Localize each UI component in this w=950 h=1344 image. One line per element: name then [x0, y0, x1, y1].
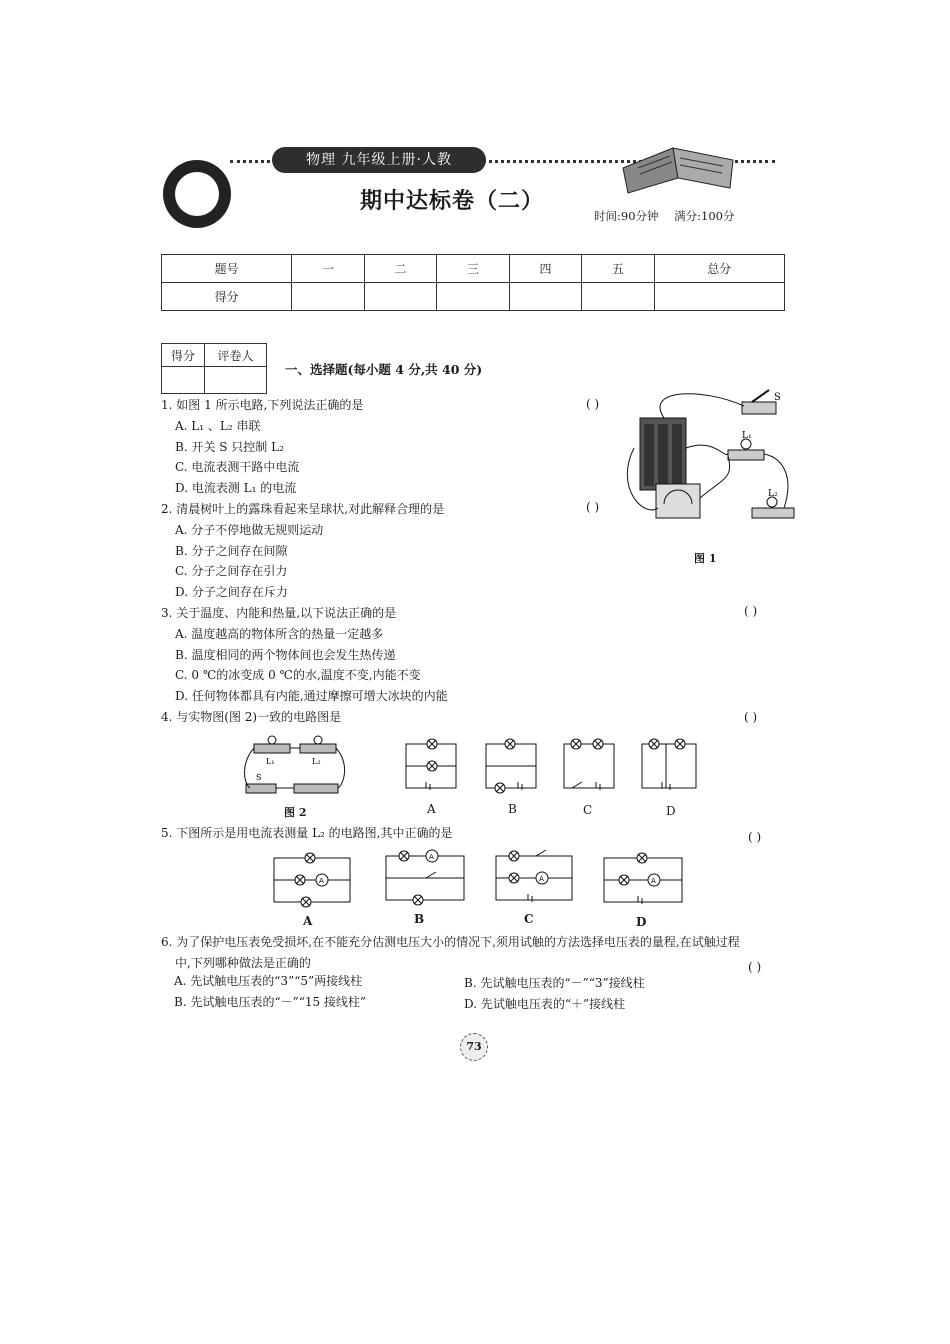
grader-score-label: 得分 — [162, 344, 205, 367]
q5-circuit-a — [270, 850, 354, 908]
question-1 — [161, 395, 363, 499]
subject-banner: 物理 九年级上册·人教 — [272, 147, 486, 173]
score-header-cell: 题号 — [162, 255, 292, 283]
q4-label-d: D — [666, 804, 676, 818]
option-a: A. 温度越高的物体所含的热量一定越多 — [175, 626, 384, 641]
option-d: D. 电流表测 L₁ 的电流 — [175, 481, 297, 496]
question-stem: 4. 与实物图(图 2)一致的电路图是 — [161, 710, 342, 724]
fig2-label-l2: L₂ — [312, 757, 321, 766]
svg-text:A: A — [319, 877, 324, 885]
score-header-cell: 四 — [509, 255, 581, 283]
option-d: D. 分子之间存在斥力 — [175, 585, 288, 600]
q4-circuit-a — [402, 738, 460, 794]
fig1-label-l2: L₂ — [768, 489, 778, 499]
exam-title: 期中达标卷（二） — [360, 188, 545, 214]
option-a: A. L₁ 、L₂ 串联 — [175, 418, 261, 433]
q4-label-a: A — [427, 802, 436, 816]
answer-bracket: ( ) — [748, 830, 762, 844]
question-stem-line-2: 中,下列哪种做法是正确的 — [175, 955, 311, 970]
q5-label-d: D — [636, 915, 647, 929]
score-header-cell: 一 — [292, 255, 364, 283]
score-cell — [292, 283, 364, 311]
option-b: B. 温度相同的两个物体间也会发生热传递 — [175, 647, 396, 662]
option-b: B. 分子之间存在间隙 — [175, 543, 288, 558]
question-2 — [161, 499, 444, 603]
option-b: B. 先试触电压表的“－”“3”接线柱 — [464, 976, 645, 990]
option-d: D. 先试触电压表的“＋”接线柱 — [464, 997, 626, 1011]
score-cell — [364, 283, 436, 311]
option-a: A. 分子不停地做无规则运动 — [175, 522, 324, 537]
answer-bracket: ( ) — [744, 604, 758, 618]
q4-label-c: C — [583, 803, 593, 817]
svg-text:A: A — [539, 875, 544, 883]
q4-label-b: B — [508, 802, 517, 816]
question-stem-line-1: 6. 为了保护电压表免受损坏,在不能充分估测电压大小的情况下,须用试触的方法选择电压表的量程,在试触过程 — [161, 935, 740, 949]
option-b: B. 开关 S 只控制 L₂ — [175, 439, 284, 454]
grader-score-cell — [162, 367, 205, 394]
q6-options-left — [174, 971, 366, 1013]
answer-bracket: ( ) — [586, 500, 600, 514]
figure-1-circuit — [624, 388, 796, 544]
score-header-cell: 五 — [582, 255, 654, 283]
fig2-label-l1: L₁ — [266, 757, 275, 766]
book-icon — [618, 138, 738, 194]
score-row-label: 得分 — [162, 283, 292, 311]
full-score: 满分:100分 — [674, 209, 735, 223]
question-stem: 5. 下图所示是用电流表测量 L₂ 的电路图,其中正确的是 — [161, 826, 453, 840]
question-stem: 1. 如图 1 所示电路,下列说法正确的是 — [161, 398, 364, 412]
exam-meta — [594, 208, 747, 224]
figure-2-real-circuit — [240, 734, 352, 800]
answer-bracket: ( ) — [586, 397, 600, 411]
grader-name-cell — [204, 367, 266, 394]
option-d: D. 任何物体都具有内能,通过摩擦可增大冰块的内能 — [175, 689, 448, 704]
page-number: 73 — [460, 1033, 488, 1061]
fig2-label-s: S — [256, 773, 262, 782]
question-3 — [161, 603, 448, 707]
grader-name-label: 评卷人 — [204, 344, 266, 367]
option-c: C. 电流表测干路中电流 — [175, 460, 300, 475]
score-header-cell: 三 — [437, 255, 509, 283]
score-header-cell: 二 — [364, 255, 436, 283]
figure-1-caption: 图 1 — [694, 552, 717, 565]
score-cell — [582, 283, 654, 311]
time-limit: 时间:90分钟 — [594, 209, 659, 223]
q5-label-a: A — [303, 914, 313, 928]
q5-label-c: C — [524, 912, 534, 926]
question-6 — [161, 932, 740, 974]
score-table — [161, 254, 785, 311]
option-c: B. 先试触电压表的“－”“15 接线柱” — [174, 995, 367, 1009]
question-stem: 3. 关于温度、内能和热量,以下说法正确的是 — [161, 606, 397, 620]
score-cell — [509, 283, 581, 311]
publisher-logo — [163, 160, 231, 228]
score-cell — [437, 283, 509, 311]
fig1-label-l1: L₁ — [742, 431, 752, 441]
svg-text:A: A — [651, 877, 656, 885]
answer-bracket: ( ) — [748, 960, 762, 974]
answer-bracket: ( ) — [744, 710, 758, 724]
grader-table — [161, 343, 267, 394]
q4-circuit-b — [482, 738, 540, 794]
score-header-cell: 总分 — [654, 255, 784, 283]
question-5 — [161, 823, 453, 844]
svg-text:A: A — [429, 853, 434, 861]
q4-circuit-d — [638, 738, 700, 794]
fig1-label-s: S — [774, 392, 781, 403]
option-c: C. 分子之间存在引力 — [175, 564, 288, 579]
q5-label-b: B — [414, 912, 425, 926]
section-heading: 一、选择题(每小题 4 分,共 40 分) — [285, 362, 483, 377]
q5-circuit-c — [492, 848, 576, 906]
q5-circuit-d — [600, 848, 686, 908]
question-stem: 2. 清晨树叶上的露珠看起来呈球状,对此解释合理的是 — [161, 502, 445, 516]
score-cell — [654, 283, 784, 311]
question-4 — [161, 707, 341, 728]
option-a: A. 先试触电压表的“3”“5”两接线柱 — [174, 974, 363, 988]
q6-options-right — [464, 973, 645, 1015]
q5-circuit-b — [382, 848, 468, 906]
q4-circuit-c — [560, 738, 618, 794]
option-c: C. 0 ℃的冰变成 0 ℃的水,温度不变,内能不变 — [175, 668, 421, 683]
figure-2-caption: 图 2 — [284, 806, 307, 819]
